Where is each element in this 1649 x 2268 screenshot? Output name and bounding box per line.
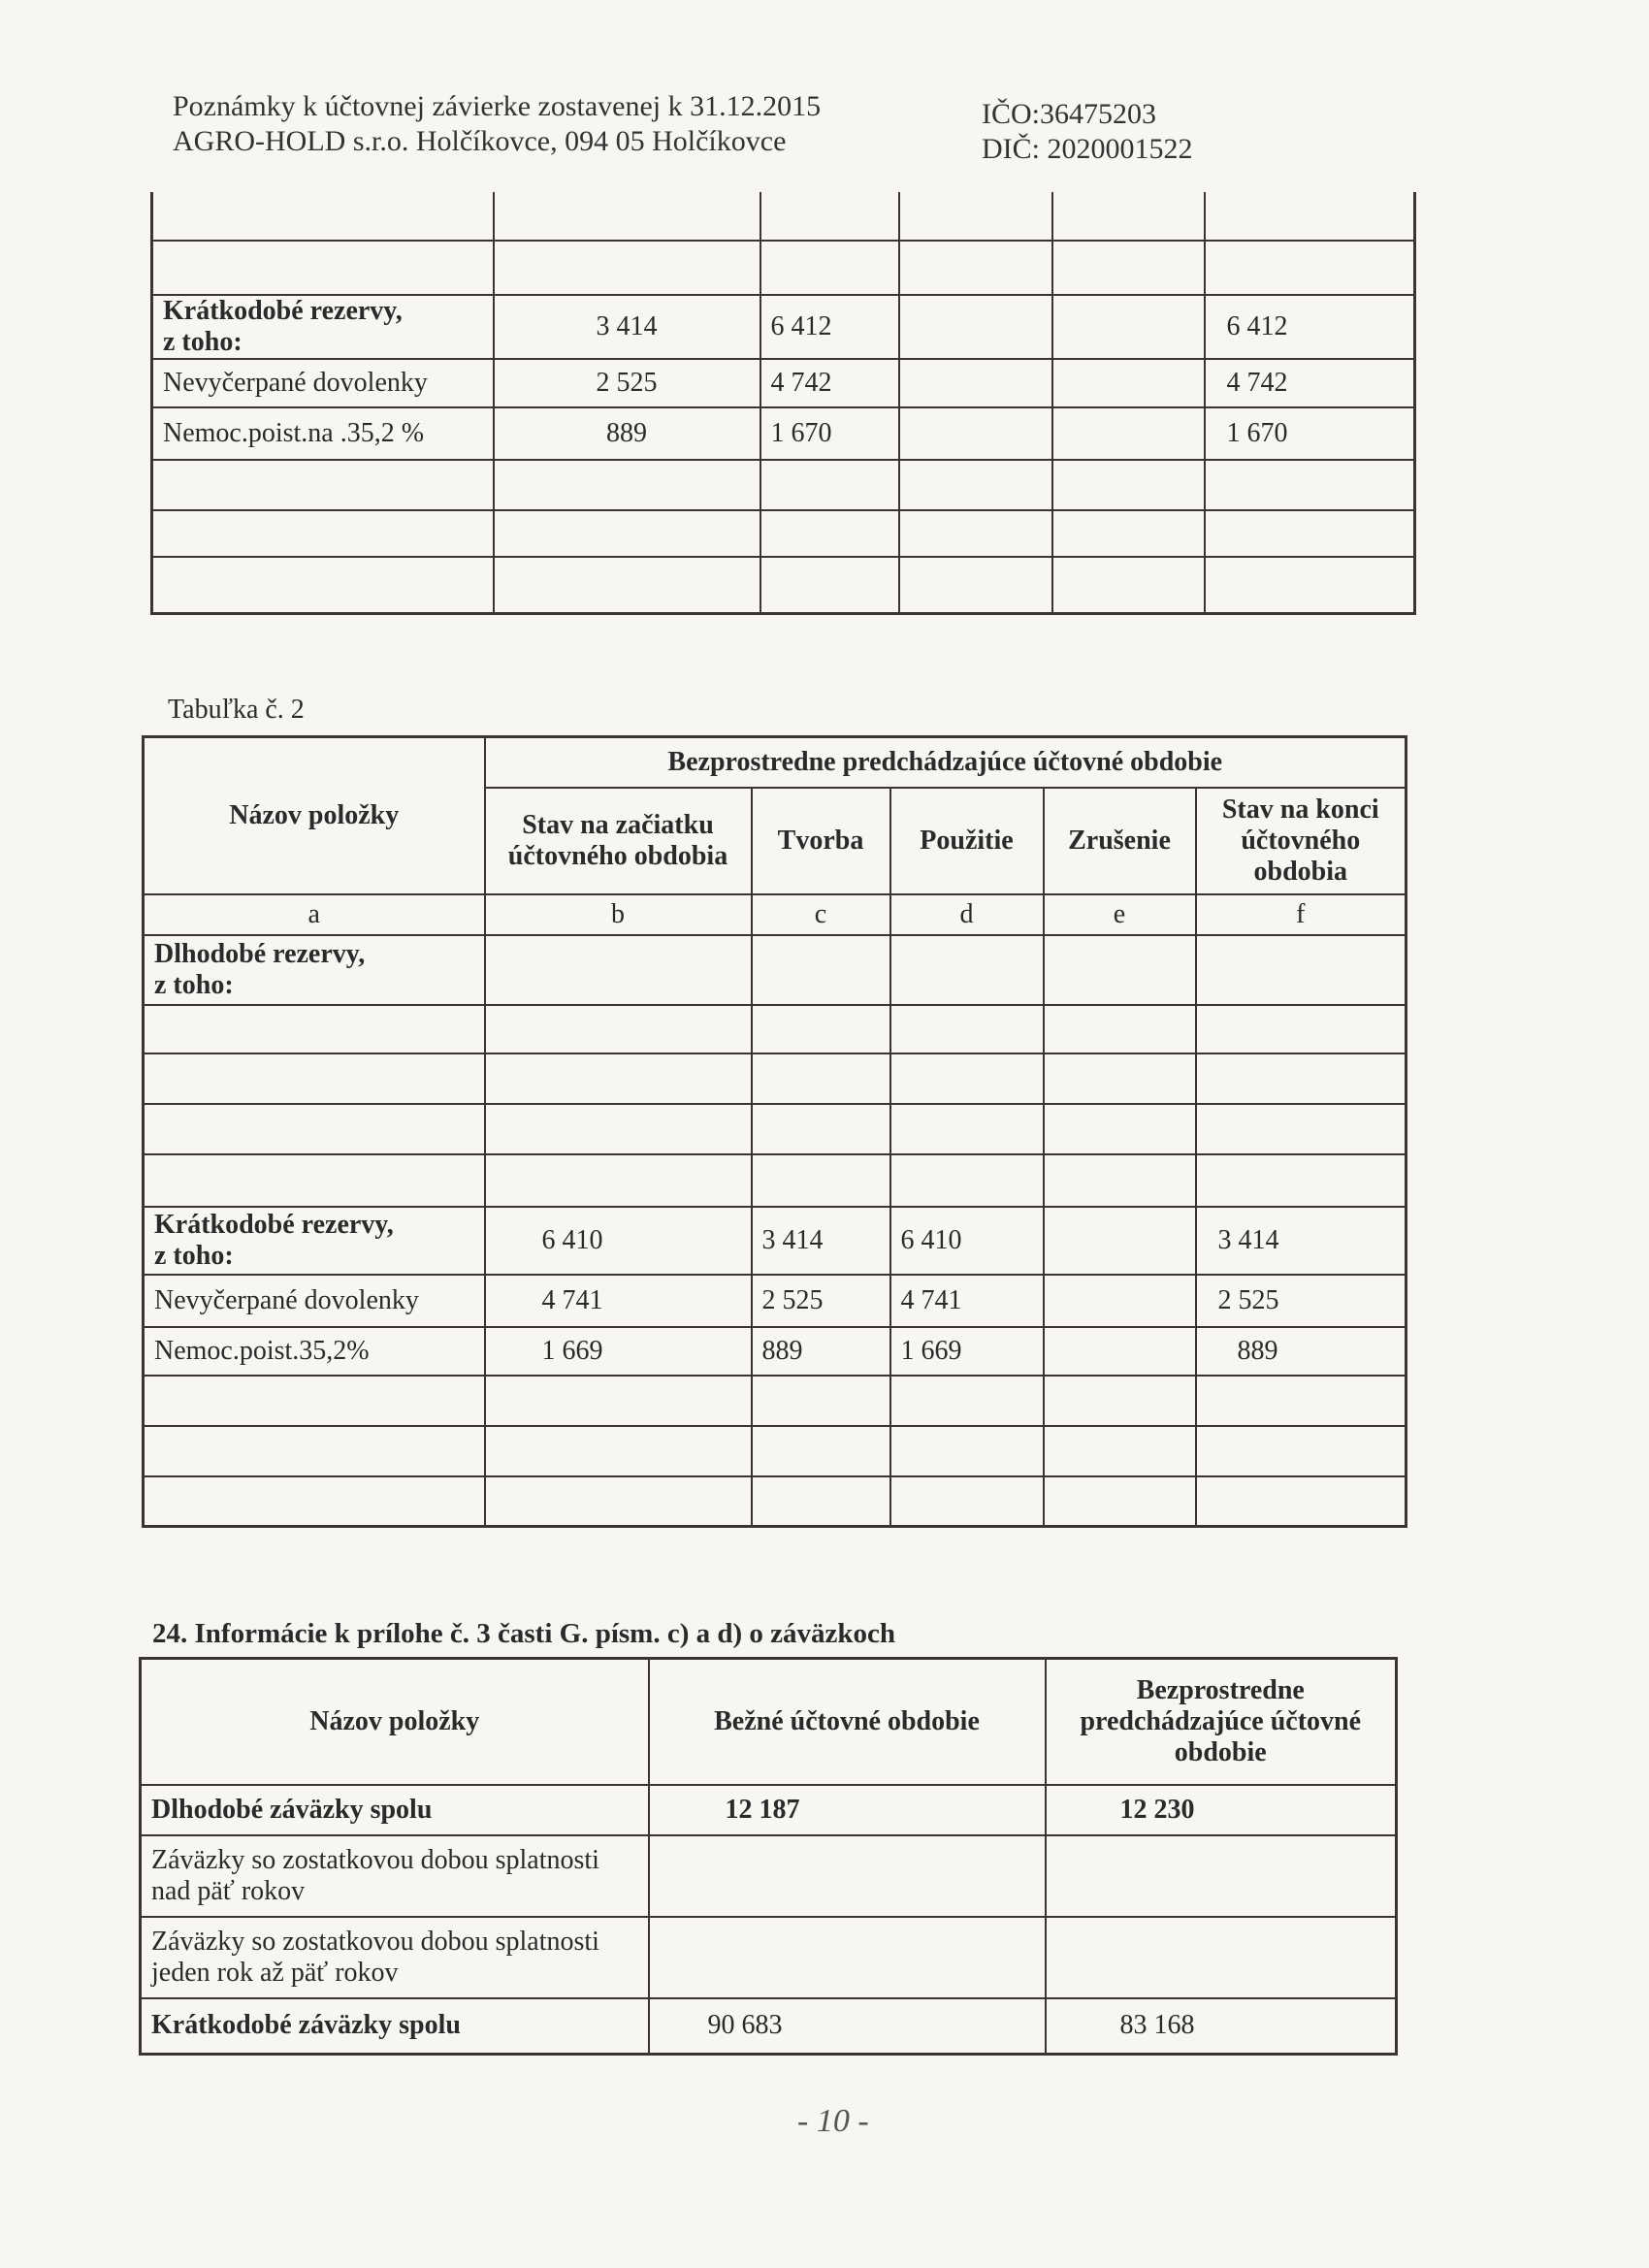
header-title: Poznámky k účtovnej závierke zostavenej k 31.12.2015	[173, 90, 822, 122]
row-name: Krátkodobé záväzky spolu	[141, 1998, 649, 2055]
col-header-usage: Použitie	[890, 788, 1044, 894]
col-letter: b	[485, 894, 752, 935]
row-name: Záväzky so zostatkovou dobou splatnosti jeden rok až päť rokov	[141, 1917, 649, 1998]
col-letter: e	[1044, 894, 1196, 935]
table-row	[152, 557, 1415, 613]
row-name: Nemoc.poist.na .35,2 %	[152, 407, 494, 460]
cell-f: 2 525	[1196, 1275, 1406, 1327]
table-row	[144, 935, 1406, 1005]
page-number: - 10 -	[797, 2103, 869, 2139]
cell-previous: 12 230	[1046, 1785, 1397, 1835]
col-letter: c	[752, 894, 890, 935]
company-ids	[982, 97, 1193, 167]
cell-d: 1 669	[890, 1327, 1044, 1376]
table-row	[152, 295, 1415, 359]
col-header-name: Názov položky	[141, 1659, 649, 1785]
section-title: 24. Informácie k prílohe č. 3 časti G. písm. c) a d) o záväzkoch	[152, 1618, 896, 1649]
provisions-table-previous	[142, 735, 1407, 1528]
cell-current	[649, 1835, 1046, 1917]
cell-f: 889	[1196, 1327, 1406, 1376]
col-header-creation: Tvorba	[752, 788, 890, 894]
table-row	[144, 1426, 1406, 1476]
table-row	[144, 1376, 1406, 1426]
cell-previous	[1046, 1917, 1397, 1998]
row-name: Krátkodobé rezervy, z toho:	[144, 1207, 485, 1275]
table-row	[152, 241, 1415, 295]
cell-c: 2 525	[752, 1275, 890, 1327]
table-row	[141, 1785, 1397, 1835]
cell-e	[1052, 407, 1205, 460]
cell-previous: 83 168	[1046, 1998, 1397, 2055]
col-letter: d	[890, 894, 1044, 935]
cell-c: 3 414	[752, 1207, 890, 1275]
row-name: Nevyčerpané dovolenky	[152, 359, 494, 407]
group-header: Bezprostredne predchádzajúce účtovné obdobie	[485, 737, 1406, 788]
table-row	[144, 1476, 1406, 1527]
liabilities-table	[139, 1657, 1398, 2056]
table-row	[144, 1275, 1406, 1327]
table-row	[152, 510, 1415, 557]
cell-b: 1 669	[485, 1327, 752, 1376]
cell-current: 12 187	[649, 1785, 1046, 1835]
table-row	[144, 1154, 1406, 1207]
cell-e	[1044, 1327, 1196, 1376]
table-row	[141, 1835, 1397, 1917]
table-row	[152, 359, 1415, 407]
table-row	[141, 1917, 1397, 1998]
cell-f: 1 670	[1205, 407, 1415, 460]
col-header-start: Stav na začiatku účtovného obdobia	[485, 788, 752, 894]
cell-d: 6 410	[890, 1207, 1044, 1275]
ico-number: IČO:36475203	[982, 98, 1156, 130]
cell-e	[1044, 1207, 1196, 1275]
row-name: Nevyčerpané dovolenky	[144, 1275, 485, 1327]
table-row	[152, 407, 1415, 460]
cell-b: 889	[494, 407, 760, 460]
cell-d	[899, 295, 1052, 359]
cell-b: 2 525	[494, 359, 760, 407]
cell-current	[649, 1917, 1046, 1998]
cell-b: 3 414	[494, 295, 760, 359]
table-row	[152, 192, 1415, 241]
cell-b: 4 741	[485, 1275, 752, 1327]
col-header-current: Bežné účtovné obdobie	[649, 1659, 1046, 1785]
cell-e	[1052, 295, 1205, 359]
table-row	[144, 1005, 1406, 1053]
cell-c: 4 742	[760, 359, 899, 407]
provisions-table-current	[150, 192, 1416, 615]
col-header-name: Názov položky	[144, 737, 485, 894]
cell-current: 90 683	[649, 1998, 1046, 2055]
cell-d: 4 741	[890, 1275, 1044, 1327]
cell-f: 3 414	[1196, 1207, 1406, 1275]
table-caption: Tabuľka č. 2	[168, 695, 305, 725]
cell-b: 6 410	[485, 1207, 752, 1275]
dic-number: DIČ: 2020001522	[982, 133, 1193, 165]
table-row	[144, 1327, 1406, 1376]
col-letter: f	[1196, 894, 1406, 935]
row-name: Nemoc.poist.35,2%	[144, 1327, 485, 1376]
cell-e	[1044, 1275, 1196, 1327]
col-letter: a	[144, 894, 485, 935]
col-header-previous: Bezprostredne predchádzajúce účtovné obdobie	[1046, 1659, 1397, 1785]
cell-f: 4 742	[1205, 359, 1415, 407]
cell-previous	[1046, 1835, 1397, 1917]
cell-f: 6 412	[1205, 295, 1415, 359]
table-row	[144, 1207, 1406, 1275]
cell-d	[899, 359, 1052, 407]
table-row	[144, 1104, 1406, 1154]
company-address: AGRO-HOLD s.r.o. Holčíkovce, 094 05 Holčíkovce	[173, 125, 787, 157]
col-header-cancellation: Zrušenie	[1044, 788, 1196, 894]
table-row	[144, 1053, 1406, 1104]
cell-d	[899, 407, 1052, 460]
row-name: Záväzky so zostatkovou dobou splatnosti nad päť rokov	[141, 1835, 649, 1917]
document-header	[173, 89, 821, 159]
cell-c: 1 670	[760, 407, 899, 460]
row-name: Dlhodobé záväzky spolu	[141, 1785, 649, 1835]
cell-e	[1052, 359, 1205, 407]
table-row	[152, 460, 1415, 510]
table-row	[141, 1998, 1397, 2055]
row-name: Dlhodobé rezervy, z toho:	[144, 935, 485, 1005]
row-name: Krátkodobé rezervy, z toho:	[152, 295, 494, 359]
col-header-end: Stav na konci účtovného obdobia	[1196, 788, 1406, 894]
cell-c: 6 412	[760, 295, 899, 359]
cell-c: 889	[752, 1327, 890, 1376]
